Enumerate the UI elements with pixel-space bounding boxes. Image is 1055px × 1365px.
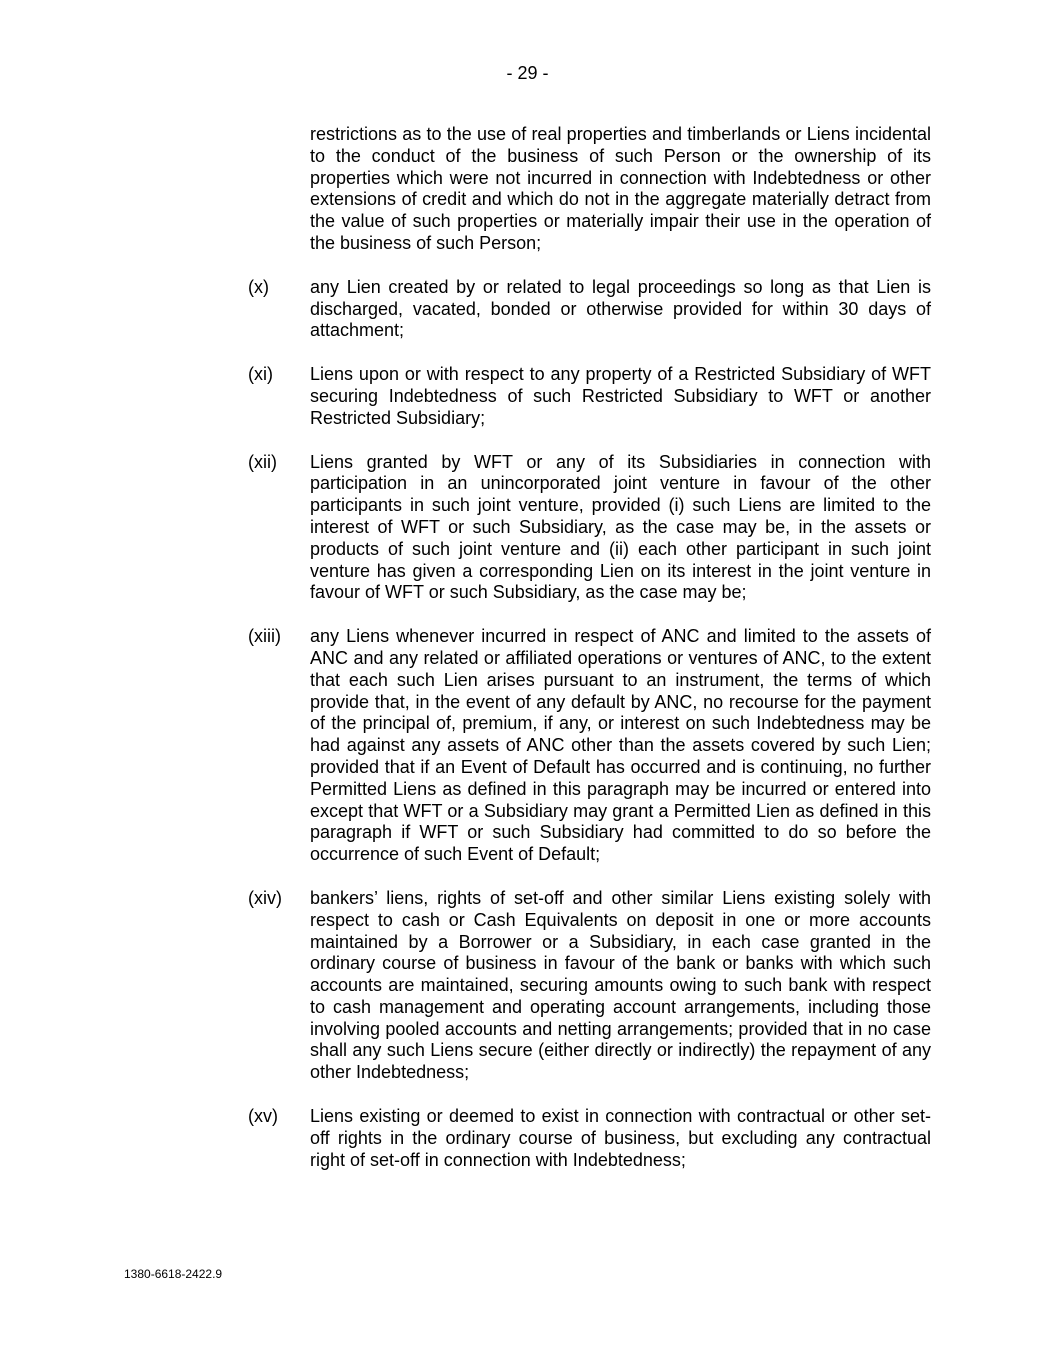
clause-label: (xi): [248, 364, 273, 385]
clause-label: (xv): [248, 1106, 278, 1127]
clause-text: Liens existing or deemed to exist in connection with contractual or other set-off rights in the ordinary course of business, but excluding any contractual right of set-off in connection with Indebtedness;: [310, 1106, 931, 1170]
clause-xiii: [248, 626, 931, 866]
clause-xv: [248, 1106, 931, 1171]
clause-text: Liens upon or with respect to any property of a Restricted Subsidiary of WFT securing Indebtedness of such Restricted Subsidiary to WFT or another Restricted Subsidiary;: [310, 364, 931, 428]
document-body: [248, 124, 931, 1193]
document-id: 1380-6618-2422.9: [124, 1267, 223, 1281]
clause-text: any Lien created by or related to legal proceedings so long as that Lien is discharged, vacated, bonded or otherwise provided for within 30 days of attachment;: [310, 276, 931, 341]
clause-label: (xiv): [248, 887, 282, 908]
clause-label: (xii): [248, 451, 277, 472]
clause-text: any Liens whenever incurred in respect of ANC and limited to the assets of ANC and any related or affiliated operations or ventures of ANC, to the extent that each such Lien arises pursuant to an instrument, the terms of which provide that, in the event of any default by ANC, no recourse for the payment of the principal of, premium, if any, or interest on such Indebtedness may be had against any assets of ANC other than the assets covered by such Lien; provided that if an Event of Default has occurred and is continuing, no further Permitted Liens as defined in this paragraph may be incurred or entered into except that WFT or a Subsidiary may grant a Permitted Lien as defined in this paragraph if WFT or such Subsidiary had committed to do so before the occurrence of such Event of Default;: [310, 626, 931, 865]
clause-x: [248, 277, 931, 342]
clause-label: (x): [248, 276, 269, 297]
clause-xi: [248, 364, 931, 429]
clause-text: Liens granted by WFT or any of its Subsidiaries in connection with participation in an unincorporated joint venture in favour of the other participants in such joint venture, provided (i) such Liens are limited to the interest of WFT or such Subsidiary, as the case may be, in the assets or products of such joint venture and (ii) each other participant in such joint venture has given a corresponding Lien on its interest in the joint venture in favour of WFT or such Subsidiary, as the case may be;: [310, 451, 931, 603]
clause-label: (xiii): [248, 626, 281, 647]
clause-xii: [248, 452, 931, 605]
page-number: - 29 -: [506, 63, 549, 83]
clause-text: bankers’ liens, rights of set-off and other similar Liens existing solely with respect to cash or Cash Equivalents on deposit in one or more accounts maintained by a Borrower or a Subsidiary, in each case granted in the ordinary course of business in favour of the bank or banks with which such accounts are maintained, securing amounts owing to such bank with respect to cash management and operating account arrangements, including those involving pooled accounts and netting arrangements; provided that in no case shall any such Liens secure (either directly or indirectly) the repayment of any other Indebtedness;: [310, 887, 931, 1083]
continuation-paragraph: restrictions as to the use of real properties and timberlands or Liens incidental to the conduct of the business of such Person or the ownership of its properties which were not incurred in connection with Indebtedness or other extensions of credit and which do not in the aggregate materially detract from the value of such properties or materially impair their use in the operation of the business of such Person;: [310, 124, 931, 253]
clause-xiv: [248, 888, 931, 1084]
